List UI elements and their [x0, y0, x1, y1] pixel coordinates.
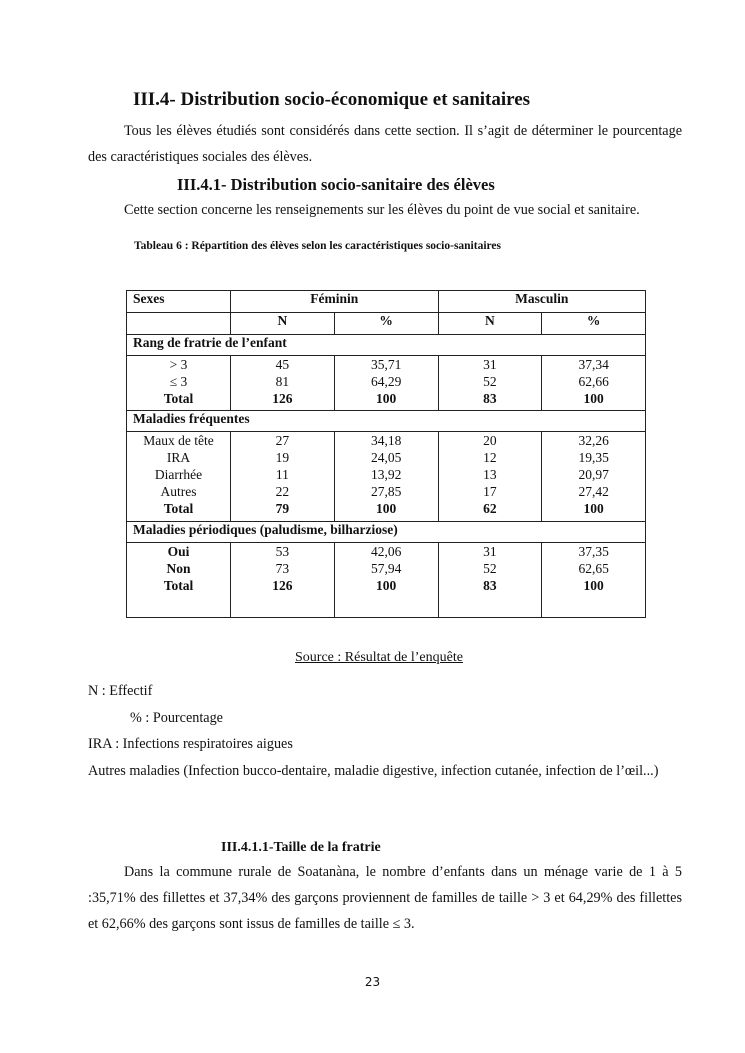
subheader-f-n: N [231, 313, 335, 335]
intro-paragraph: Tous les élèves étudiés sont considérés dans cette section. Il s’agit de déterminer le pourcentage des caractéristiques sociales des élèves. [88, 123, 682, 165]
group-title-row [127, 522, 646, 543]
masculin-n-values: 20 12 13 17 62 [438, 432, 542, 522]
group-title-maladies-periodiques: Maladies périodiques (paludisme, bilharziose) [127, 522, 646, 543]
legend-ira: IRA : Infections respiratoires aigues [88, 736, 293, 752]
group-title-row [127, 335, 646, 356]
group-title-maladies-frequentes: Maladies fréquentes [127, 411, 646, 432]
group-labels: > 3 ≤ 3 Total [127, 356, 231, 411]
header-sexes: Sexes [127, 291, 231, 313]
subsection-intro: Cette section concerne les renseignements sur les élèves du point de vue social et sanitaire. [124, 202, 640, 218]
legend-pct: % : Pourcentage [130, 710, 223, 726]
masculin-pct-values: 37,35 62,65 100 [542, 543, 646, 618]
group-data-row [127, 432, 646, 522]
header-masculin: Masculin [438, 291, 646, 313]
section-title: III.4- Distribution socio-économique et sanitaires [133, 89, 531, 110]
group-title-rang: Rang de fratrie de l’enfant [127, 335, 646, 356]
subheader-f-pct: % [334, 313, 438, 335]
subheader-m-pct: % [542, 313, 646, 335]
table-header-row [127, 291, 646, 313]
legend-autres: Autres maladies (Infection bucco-dentaire, maladie digestive, infection cutanée, infection de l’œil...) [88, 763, 659, 779]
legend-n: N : Effectif [88, 683, 153, 699]
group-labels: Oui Non Total [127, 543, 231, 618]
masculin-pct-values: 32,26 19,35 20,97 27,42 100 [542, 432, 646, 522]
group-data-row [127, 356, 646, 411]
subheader-m-n: N [438, 313, 542, 335]
subsubsection-title: III.4.1.1-Taille de la fratrie [221, 840, 381, 855]
table-caption: Tableau 6 : Répartition des élèves selon les caractéristiques socio-sanitaires [134, 240, 502, 252]
fratrie-paragraph: Dans la commune rurale de Soatanàna, le nombre d’enfants dans un ménage varie de 1 à 5 :35,71% des fillettes et 37,34% des garçons proviennent de familles de taille > 3 et 64,29% des fillettes et 62,66% des garçons sont issus de familles de taille ≤ 3. [88, 864, 682, 932]
subheader-empty [127, 313, 231, 335]
feminin-n-values: 53 73 126 [231, 543, 335, 618]
feminin-pct-values: 35,71 64,29 100 [334, 356, 438, 411]
table-source: Source : Résultat de l’enquête [295, 650, 463, 665]
feminin-n-values: 27 19 11 22 79 [231, 432, 335, 522]
masculin-n-values: 31 52 83 [438, 356, 542, 411]
masculin-pct-values: 37,34 62,66 100 [542, 356, 646, 411]
subsection-title: III.4.1- Distribution socio-sanitaire des élèves [177, 175, 495, 194]
feminin-pct-values: 42,06 57,94 100 [334, 543, 438, 618]
distribution-table [126, 290, 646, 618]
feminin-n-values: 45 81 126 [231, 356, 335, 411]
feminin-pct-values: 34,18 24,05 13,92 27,85 100 [334, 432, 438, 522]
group-data-row [127, 543, 646, 618]
group-labels: Maux de tête IRA Diarrhée Autres Total [127, 432, 231, 522]
page-number: 23 [364, 975, 381, 989]
header-feminin: Féminin [231, 291, 439, 313]
table-subheader-row [127, 313, 646, 335]
group-title-row [127, 411, 646, 432]
masculin-n-values: 31 52 83 [438, 543, 542, 618]
